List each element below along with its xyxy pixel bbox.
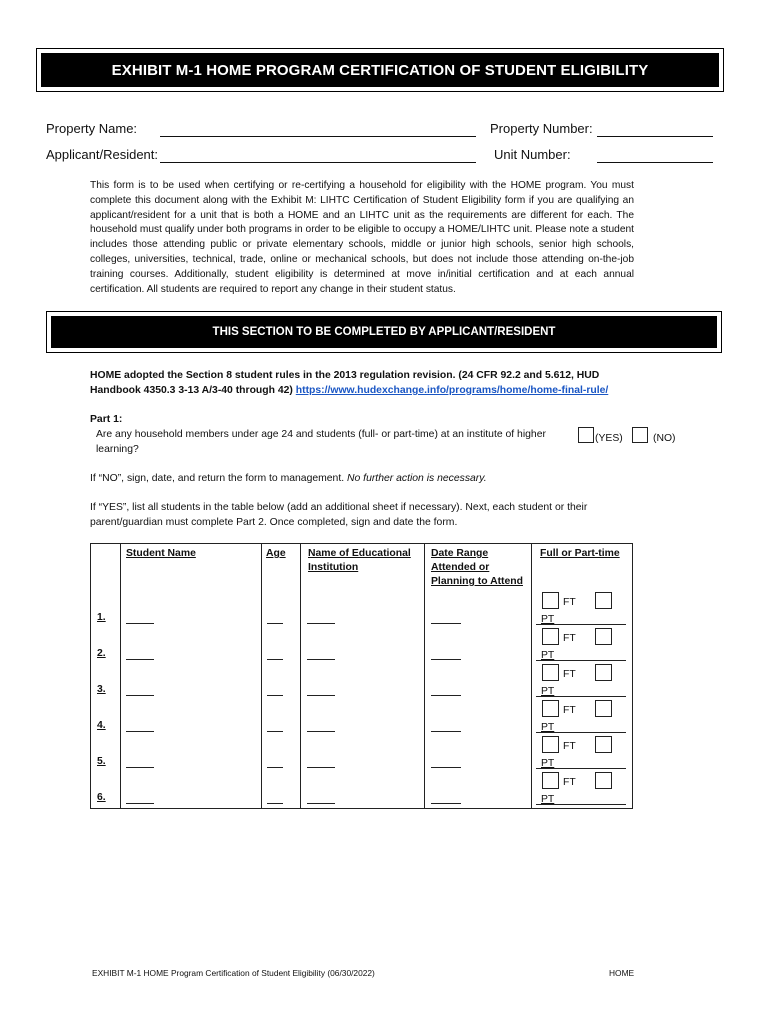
ft-label: FT	[563, 705, 576, 716]
unit-number-label: Unit Number:	[494, 147, 571, 162]
student-name-blank[interactable]	[126, 767, 154, 768]
pt-checkbox[interactable]	[595, 772, 612, 789]
pt-checkbox[interactable]	[595, 592, 612, 609]
institution-blank[interactable]	[307, 731, 335, 732]
student-name-blank[interactable]	[126, 659, 154, 660]
header-student-name: Student Name	[126, 548, 196, 559]
header-institution: Name of Educational Institution	[308, 548, 411, 573]
part1-label: Part 1:	[90, 414, 123, 425]
footer-left: EXHIBIT M-1 HOME Program Certification of Student Eligibility (06/30/2022)	[92, 968, 375, 978]
home-final-rule-link[interactable]: https://www.hudexchange.info/programs/home/home-final-rule/	[295, 385, 609, 396]
pt-label: PT	[541, 758, 555, 769]
pt-checkbox[interactable]	[595, 700, 612, 717]
institution-blank[interactable]	[307, 623, 335, 624]
property-name-label: Property Name:	[46, 121, 138, 136]
row-number: 4.	[97, 720, 106, 731]
part1-question: Are any household members under age 24 and students (full- or part-time) at an institute of higher learning?	[96, 429, 546, 455]
home-rule-paragraph	[90, 368, 630, 398]
section-title: THIS SECTION TO BE COMPLETED BY APPLICANT/RESIDENT	[51, 316, 717, 348]
date-range-blank[interactable]	[431, 767, 461, 768]
age-blank[interactable]	[267, 623, 283, 624]
ft-checkbox[interactable]	[542, 772, 559, 789]
student-name-blank[interactable]	[126, 803, 154, 804]
row-number: 3.	[97, 684, 106, 695]
student-name-blank[interactable]	[126, 695, 154, 696]
property-name-field[interactable]	[160, 136, 476, 137]
ft-checkbox[interactable]	[542, 700, 559, 717]
date-range-blank[interactable]	[431, 731, 461, 732]
if-no-instruction	[90, 471, 630, 486]
title-banner	[36, 48, 724, 92]
age-blank[interactable]	[267, 803, 283, 804]
row-number: 6.	[97, 792, 106, 803]
row-number: 1.	[97, 612, 106, 623]
page-title: EXHIBIT M-1 HOME PROGRAM CERTIFICATION OF STUDENT ELIGIBILITY	[41, 53, 719, 87]
if-no-text: If “NO”, sign, date, and return the form to management.	[90, 473, 345, 484]
yes-checkbox[interactable]	[578, 427, 594, 443]
date-range-blank[interactable]	[431, 623, 461, 624]
ft-label: FT	[563, 741, 576, 752]
row-number: 2.	[97, 648, 106, 659]
applicant-resident-label: Applicant/Resident:	[46, 147, 159, 162]
ft-checkbox[interactable]	[542, 628, 559, 645]
pt-checkbox[interactable]	[595, 628, 612, 645]
student-name-blank[interactable]	[126, 623, 154, 624]
if-yes-instruction: If “YES”, list all students in the table below (add an additional sheet if necessary). Next, each student or their parent/guardian must complete Part 2. Once completed, sign and date the form.	[90, 502, 588, 528]
ft-label: FT	[563, 597, 576, 608]
pt-label: PT	[541, 686, 555, 697]
student-name-blank[interactable]	[126, 731, 154, 732]
date-range-blank[interactable]	[431, 803, 461, 804]
header-full-part: Full or Part-time	[540, 548, 620, 559]
ft-checkbox[interactable]	[542, 736, 559, 753]
property-number-label: Property Number:	[490, 121, 593, 136]
pt-checkbox[interactable]	[595, 736, 612, 753]
property-number-field[interactable]	[597, 136, 713, 137]
age-blank[interactable]	[267, 767, 283, 768]
ft-label: FT	[563, 777, 576, 788]
pt-checkbox[interactable]	[595, 664, 612, 681]
age-blank[interactable]	[267, 695, 283, 696]
if-no-italic: No further action is necessary.	[347, 473, 487, 484]
header-date-range: Date Range Attended or Planning to Attend	[431, 548, 523, 587]
footer-right: HOME	[609, 968, 635, 978]
yes-label: (YES)	[595, 433, 623, 444]
ft-checkbox[interactable]	[542, 592, 559, 609]
home-rule-text: HOME adopted the Section 8 student rules in the 2013 regulation revision. (24 CFR 92.2 and 5.612, HUD Handbook 4350.3 3-13 A/3-40 through 42)	[90, 370, 600, 396]
ft-checkbox[interactable]	[542, 664, 559, 681]
header-age: Age	[266, 548, 286, 559]
unit-number-field[interactable]	[597, 162, 713, 163]
institution-blank[interactable]	[307, 803, 335, 804]
section-banner	[46, 311, 722, 353]
institution-blank[interactable]	[307, 767, 335, 768]
pt-label: PT	[541, 794, 555, 805]
age-blank[interactable]	[267, 731, 283, 732]
applicant-resident-field[interactable]	[160, 162, 476, 163]
date-range-blank[interactable]	[431, 695, 461, 696]
ft-label: FT	[563, 633, 576, 644]
no-label: (NO)	[653, 433, 676, 444]
pt-label: PT	[541, 614, 555, 625]
pt-label: PT	[541, 722, 555, 733]
pt-label: PT	[541, 650, 555, 661]
date-range-blank[interactable]	[431, 659, 461, 660]
row-number: 5.	[97, 756, 106, 767]
age-blank[interactable]	[267, 659, 283, 660]
students-table	[90, 543, 633, 809]
ft-label: FT	[563, 669, 576, 680]
institution-blank[interactable]	[307, 695, 335, 696]
no-checkbox[interactable]	[632, 427, 648, 443]
intro-paragraph: This form is to be used when certifying or re-certifying a household for eligibility with the HOME program. You must complete this document along with the Exhibit M: LIHTC Certification of Student Eligibility form if you are qualifying an applicant/resident for a unit that is both a HOME and an LIHTC unit as the requirements are different for each. The household must qualify under both programs in order to be eligible to occupy a HOME/LIHTC unit. Please note a student includes those attending public or private elementary schools, middle or junior high schools, senior high schools, colleges, universities, technical, trade, online or mechanical schools, but does not include those attending on-the-job training courses. Additionally, student eligibility is determined at move in/initial certification and at each annual certification. All students are required to report any change in their student status.	[90, 180, 634, 295]
institution-blank[interactable]	[307, 659, 335, 660]
